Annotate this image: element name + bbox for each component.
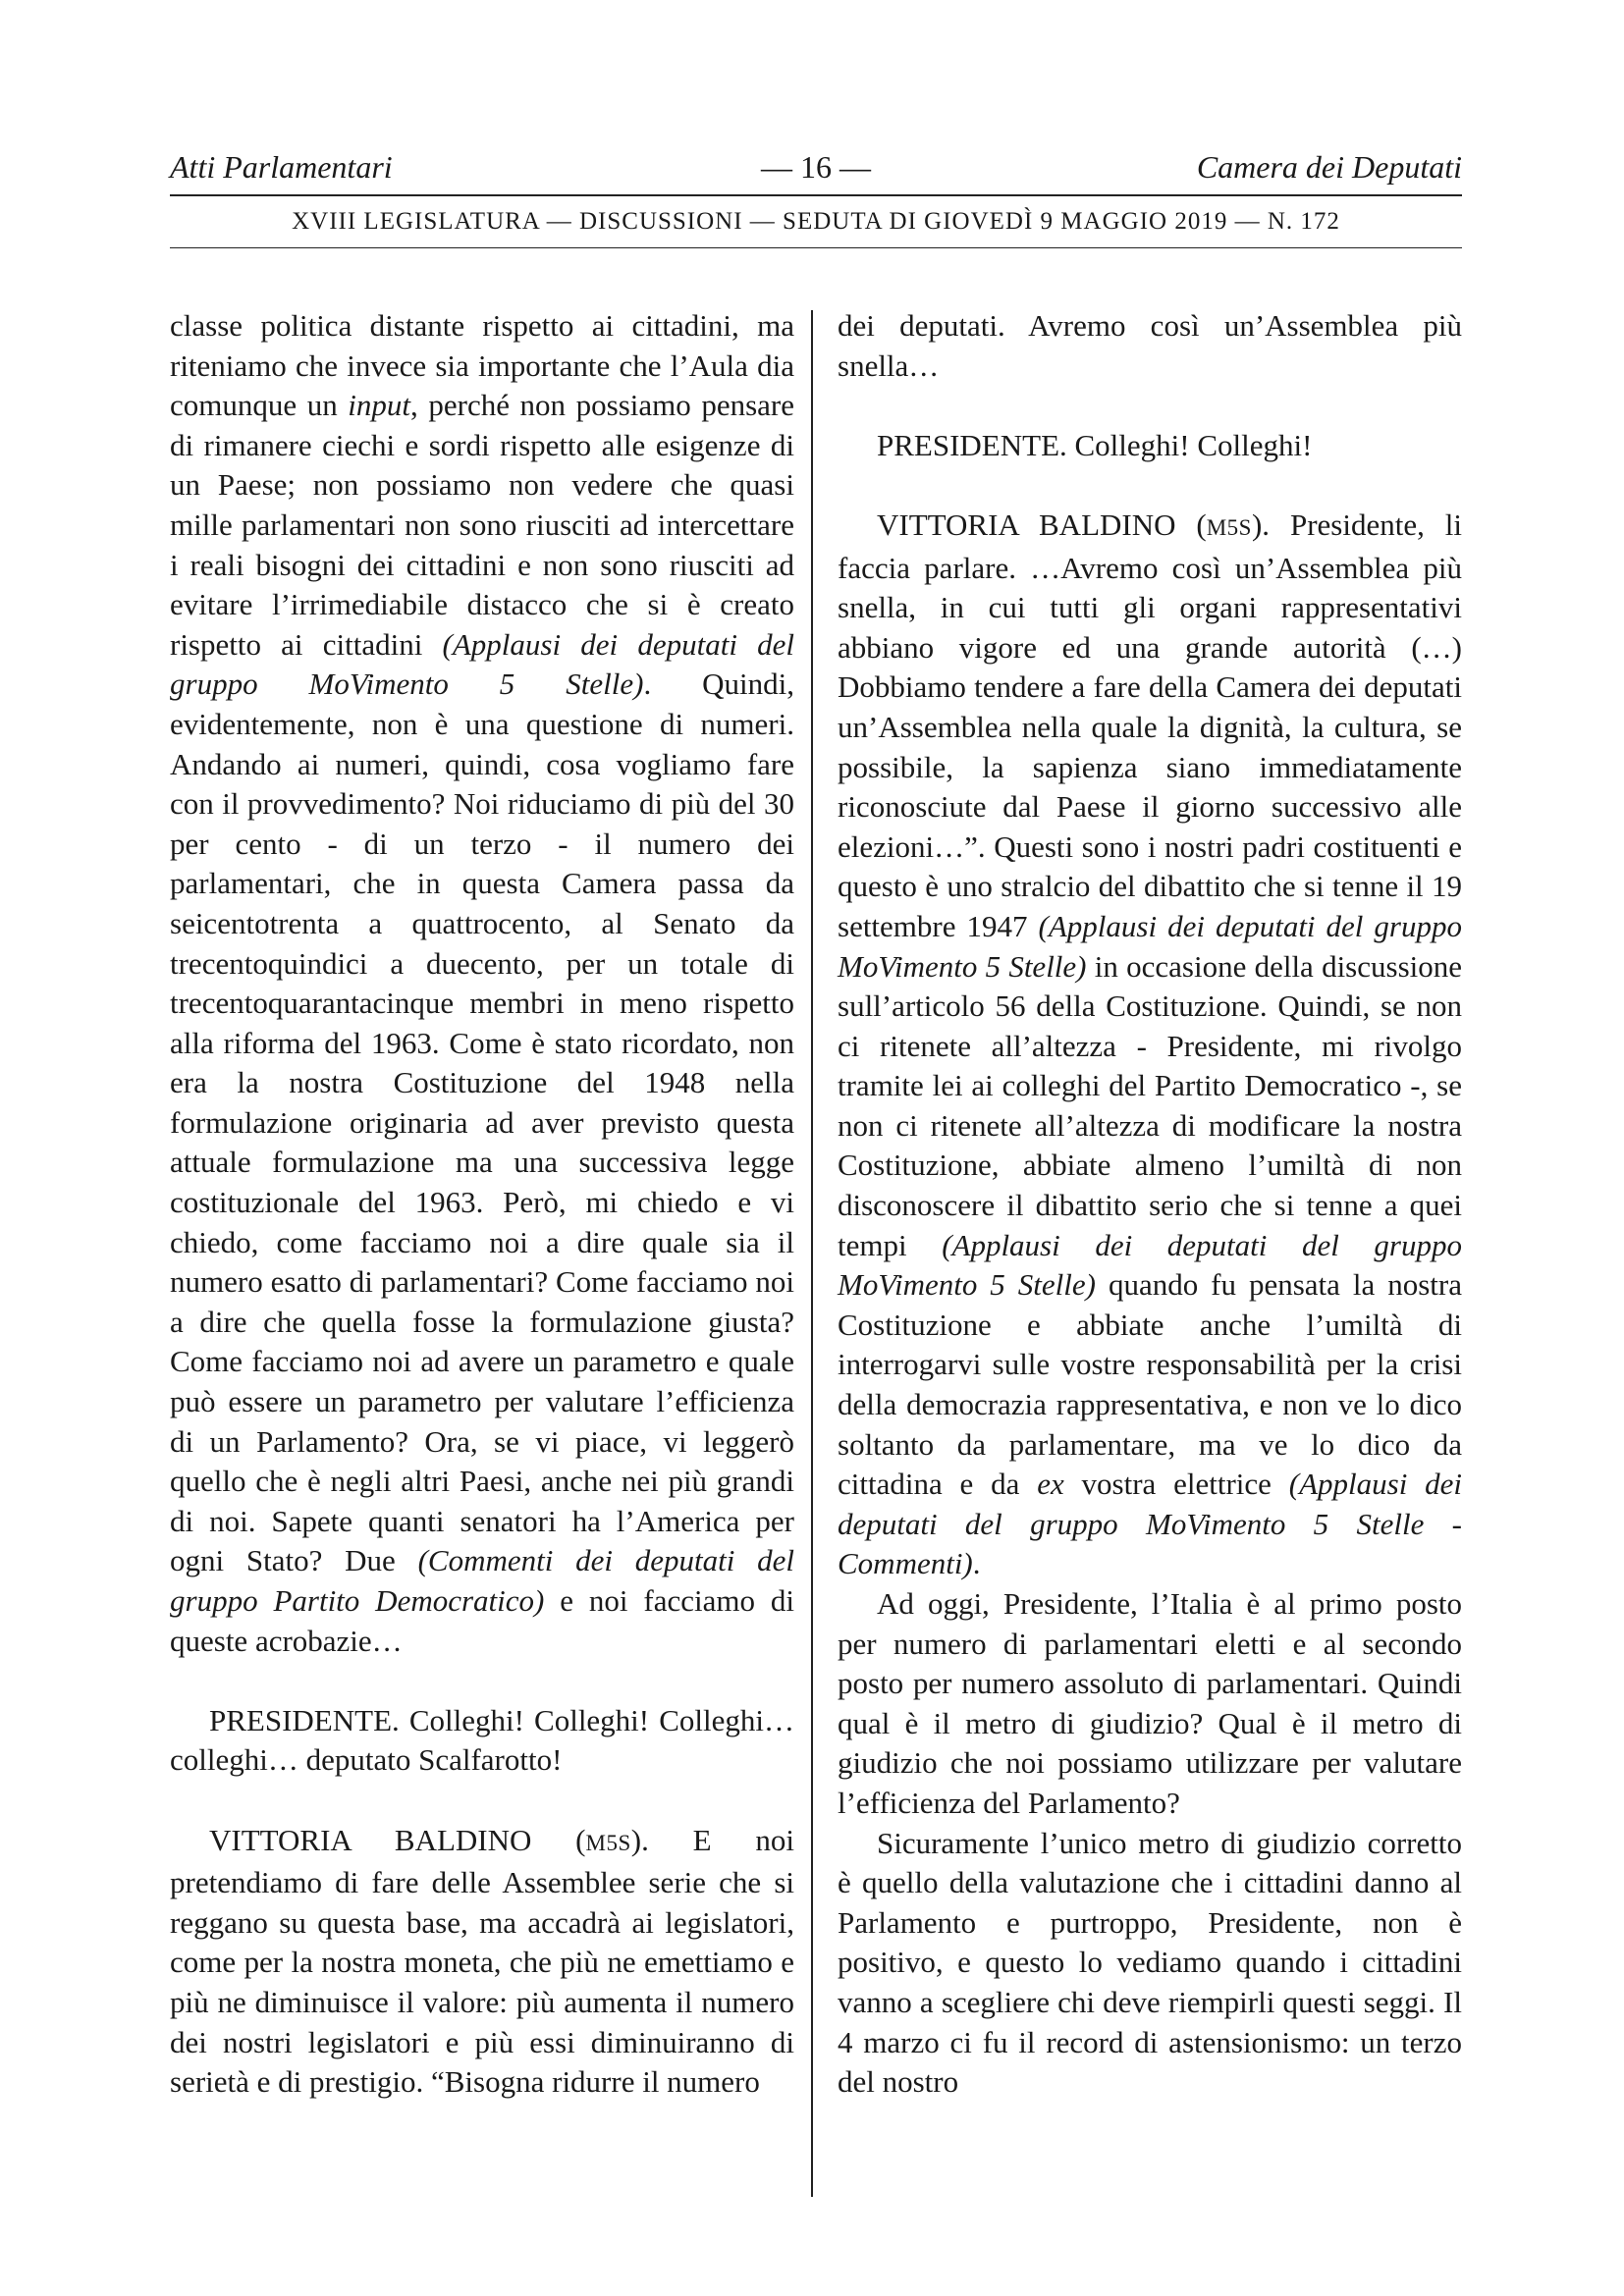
session-subtitle: XVIII LEGISLATURA — DISCUSSIONI — SEDUTA DI GIOVEDÌ 9 MAGGIO 2019 — N. 172 — [292, 208, 1340, 235]
paragraph-presidente: PRESIDENTE. Colleghi! Colleghi! Colleghi… colleghi… deputato Scalfarotto! — [170, 1702, 794, 1778]
right-column — [838, 306, 1462, 2103]
paragraph-baldino: VITTORIA BALDINO (M5S). Presidente, li faccia parlare. …Avremo così un’Assemblea più snella, in cui tutti gli organi rappresentativi abbiano vigore ed una grande autorità (…) Dobbiamo tendere a fare della Camera dei deputati un’Assemblea nella quale la dignità, la cultura, se possibile, la sapienza siano immediatamente riconosciute dal Paese il giorno successivo alle elezioni…”. Questi sono i nostri padri costituenti e questo è uno stralcio del dibattito che si tenne il 19 settembre 1947 (Applausi dei deputati del gruppo MoVimento 5 Stelle) in occasione della discussione sull’articolo 56 della Costituzione. Quindi, se non ci ritenete all’altezza - Presidente, mi rivolgo tramite lei ai colleghi del Partito Democratico -, se non ci ritenete all’altezza di modificare la nostra Costituzione, abbiate almeno l’umiltà di non disconoscere il dibattito serio che si tenne a quei tempi (Applausi dei deputati del gruppo MoVimento 5 Stelle) quando fu pensata la nostra Costituzione e abbiate anche l’umiltà di interrogarvi sulle vostre responsabilità per la crisi della democrazia rappresentativa, e non ve lo dico soltanto da parlamentare, ma ve lo dico da cittadina e da ex vostra elettrice (Applausi dei deputati del gruppo MoVimento 5 Stelle - Commenti). — [838, 507, 1463, 1581]
paragraph-baldino: VITTORIA BALDINO (M5S). E noi pretendiamo di fare delle Assemblee serie che si reggano su questa base, ma accadrà ai legislatori, come per la nostra moneta, che più ne emettiamo e più ne diminuisce il valore: più aumenta il numero dei nostri legislatori e più essi diminuiranno di serietà e di prestigio. “Bisogna ridurre il numero — [170, 1822, 794, 2100]
header-rule-top — [170, 194, 1462, 196]
column-divider — [811, 310, 813, 2197]
paragraph-sicuramente: Sicuramente l’unico metro di giudizio corretto è quello della valutazione che i cittadini danno al Parlamento e purtroppo, Presidente, non è positivo, e questo lo vediamo quando i cittadini vanno a scegliere chi deve riempirli questi seggi. Il 4 marzo ci fu il record di astensionismo: un terzo del nostro — [838, 1825, 1462, 2100]
header-publication: Atti Parlamentari — [170, 149, 393, 185]
paragraph-continuation: dei deputati. Avremo così un’Assemblea più snella… — [838, 308, 1462, 383]
header-chamber: Camera dei Deputati — [1196, 149, 1462, 185]
paragraph-ad-oggi: Ad oggi, Presidente, l’Italia è al primo posto per numero di parlamentari eletti e al secondo posto per numero assoluto di parlamentari. Quindi qual è il metro di giudizio? Qual è il metro di giudizio che noi possiamo utilizzare per valutare l’efficienza del Parlamento? — [838, 1586, 1462, 1820]
page-number: — 16 — — [761, 149, 871, 185]
paragraph-presidente: PRESIDENTE. Colleghi! Colleghi! — [877, 427, 1313, 462]
running-header — [170, 149, 1462, 192]
header-rule-bottom — [170, 247, 1462, 248]
paragraph-continuation: classe politica distante rispetto ai cittadini, ma riteniamo che invece sia importante che l’Aula dia comunque un input, perché non possiamo pensare di rimanere ciechi e sordi rispetto alle esigenze di un Paese; non possiamo non vedere che quasi mille parlamentari non sono riusciti ad intercettare i reali bisogni dei cittadini e non sono riusciti ad evitare l’irrimediabile distacco che si è creato rispetto ai cittadini (Applausi dei deputati del gruppo MoVimento 5 Stelle). Quindi, evidentemente, non è una questione di numeri. Andando ai numeri, quindi, cosa vogliamo fare con il provvedimento? Noi riduciamo di più del 30 per cento - di un terzo - il numero dei parlamentari, che in questa Camera passa da seicentotrenta a quattrocento, al Senato da trecentoquindici a duecento, per un totale di trecentoquarantacinque membri in meno rispetto alla riforma del 1963. Come è stato ricordato, non era la nostra Costituzione del 1948 nella formulazione originaria ad aver previsto questa attuale formulazione ma una successiva legge costituzionale del 1963. Però, mi chiedo e vi chiedo, come facciamo noi a dire quale sia il numero esatto di parlamentari? Come facciamo noi a dire che quella fosse la formulazione giusta? Come facciamo noi ad avere un parametro e quale può essere un parametro per valutare l’efficienza di un Parlamento? Ora, se vi piace, vi leggerò quello che è negli altri Paesi, anche nei più grandi di noi. Sapete quanti senatori ha l’America per ogni Stato? Due (Commenti dei deputati del gruppo Partito Democratico) e noi facciamo di queste acrobazie… — [170, 308, 794, 1658]
left-column — [170, 306, 794, 2103]
